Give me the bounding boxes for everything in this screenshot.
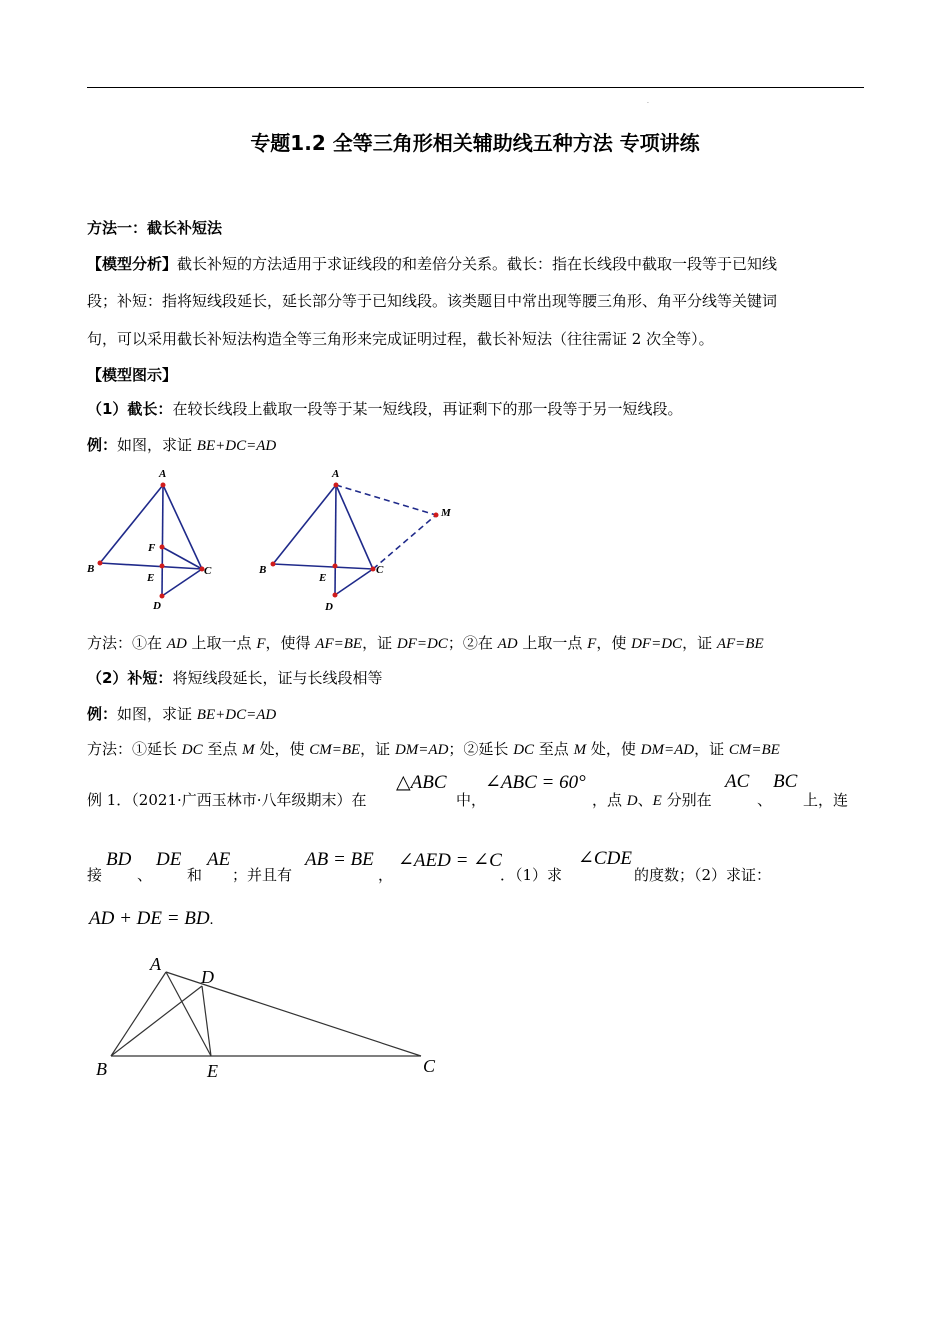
figure-label: 【模型图示】 (87, 366, 178, 384)
fig1-label-f: F (148, 542, 156, 554)
fig1-label-e: E (147, 572, 155, 584)
figure-example1 (90, 950, 450, 1090)
fig2-label-d: D (325, 601, 333, 613)
analysis-text-1: 截长补短的方法适用于求证线段的和差倍分关系。截长：指在长线段中截取一段等于已知线 (177, 255, 778, 273)
ml1-0: AD (166, 636, 187, 652)
ml2-14: CM=BE (728, 742, 780, 758)
ml1-9: 上取一点 (517, 634, 588, 652)
ex1-q1: ．（1）求 (500, 866, 563, 884)
ex1-e: E (652, 793, 662, 809)
analysis-line-1 (87, 253, 777, 274)
fig2-label-c: C (376, 564, 384, 576)
ex1-fenbie: 分别在 (661, 791, 712, 809)
ex1-sep: 、 (637, 791, 653, 809)
ml1-4: AF=BE (315, 636, 363, 652)
ex1-ae: AE (207, 849, 231, 870)
ex1-period: . (209, 912, 214, 928)
ml1-7: ；②在 (447, 634, 498, 652)
header-rule (87, 87, 864, 88)
ex1-comma: ， (378, 866, 394, 884)
jiechang-line (87, 398, 682, 419)
ex1-final-formula: AD + DE = BD (89, 908, 210, 929)
example2-label: 例： (87, 705, 118, 723)
ml1-13: ，证 (682, 634, 717, 652)
ex1-bd: BD (106, 849, 132, 870)
ml2-9: 至点 (534, 740, 574, 758)
example-line (87, 434, 276, 455)
ml2-3: 处，使 (254, 740, 310, 758)
ml1-8: AD (497, 636, 518, 652)
method-line-2 (87, 738, 780, 759)
example2-formula: BE+DC=AD (196, 707, 277, 723)
ml1-12: DF=DC (631, 636, 683, 652)
ex1-fig-label-b: B (96, 1059, 107, 1079)
method-line-1 (87, 632, 764, 653)
buduan-text: 将短线段延长，证与长线段相等 (172, 669, 383, 687)
ml2-12: DM=AD (640, 742, 695, 758)
fig2-label-e: E (319, 572, 327, 584)
ex1-bingqie: ；并且有 (232, 866, 293, 884)
ml2-7: ；②延长 (448, 740, 514, 758)
figure-jiechang (85, 465, 225, 615)
fig2-label-b: B (259, 564, 267, 576)
fig1-label-c: C (204, 565, 212, 577)
ex1-after-angle (592, 789, 712, 810)
ml1-6: DF=DC (396, 636, 448, 652)
jiechang-text: 在较长线段上截取一段等于某一短线段，再证剩下的那一段等于另一短线段。 (172, 400, 683, 418)
ex1-aed: ∠AED = ∠C (398, 850, 502, 871)
method1-lead: 方法：①在 (87, 634, 167, 652)
ml2-5: ，证 (360, 740, 395, 758)
ml2-4: CM=BE (309, 742, 361, 758)
example-text: 如图，求证 (117, 436, 197, 454)
ex1-he: 和 (187, 866, 203, 884)
ml1-1: 上取一点 (186, 634, 257, 652)
ml1-14: AF=BE (716, 636, 764, 652)
ml2-10: M (573, 742, 587, 758)
fig1-label-b: B (87, 563, 95, 575)
ex1-angle-abc: ∠ABC = 60° (485, 772, 586, 793)
method2-lead: 方法：①延长 (87, 740, 182, 758)
analysis-line-2: 段；补短：指将短线段延长，延长部分等于已知线段。该类题目中常出现等腰三角形、角平分线等关键词 (87, 292, 778, 310)
figure-buduan (255, 465, 465, 615)
jiechang-label: （1）截长： (87, 400, 173, 418)
ml2-1: 至点 (202, 740, 243, 758)
buduan-line (87, 667, 382, 688)
example2-line (87, 703, 276, 724)
ex1-bc: BC (773, 771, 798, 792)
ex1-shang: 上，连 (803, 791, 849, 809)
ml2-0: DC (181, 742, 203, 758)
ex1-dian: ，点 (592, 791, 627, 809)
ml2-13: ，证 (694, 740, 729, 758)
method1-heading: 方法一：截长补短法 (87, 219, 223, 237)
example-label: 例： (87, 436, 118, 454)
analysis-line-3: 句，可以采用截长补短法构造全等三角形来完成证明过程，截长补短法（往往需证 2 次全等）。 (87, 330, 714, 348)
page-title: 专题1.2 全等三角形相关辅助线五种方法 专项讲练 (250, 131, 700, 155)
ex1-ab-be: AB = BE (305, 849, 374, 870)
ml2-6: DM=AD (394, 742, 449, 758)
ml1-2: F (256, 636, 266, 652)
analysis-label: 【模型分析】 (87, 255, 178, 273)
ex1-de: DE (156, 849, 182, 870)
example2-text: 如图，求证 (117, 705, 197, 723)
ex1-q2: 的度数；（2）求证： (634, 866, 772, 884)
header-dot: . (647, 98, 649, 105)
ex1-triangle: △ABC (396, 772, 447, 793)
ex1-dun: 、 (757, 791, 773, 809)
ml1-3: ，使得 (265, 634, 316, 652)
ex1-fig-label-a: A (150, 954, 161, 974)
ex1-final (89, 908, 213, 930)
ex1-fig-label-d: D (201, 967, 214, 987)
ml1-11: ，使 (596, 634, 632, 652)
fig2-label-a: A (332, 468, 340, 480)
ex1-zhong: 中， (456, 791, 487, 809)
fig1-label-d: D (153, 600, 161, 612)
buduan-label: （2）补短： (87, 669, 173, 687)
fig2-label-m: M (441, 507, 451, 519)
fig1-label-a: A (159, 468, 167, 480)
ex1-dun2: 、 (137, 866, 153, 884)
ml1-10: F (587, 636, 597, 652)
ml2-11: 处，使 (586, 740, 641, 758)
ex1-fig-label-e: E (207, 1061, 218, 1081)
ml2-2: M (242, 742, 255, 758)
ex1-cde: ∠CDE (578, 848, 632, 869)
example-formula: BE+DC=AD (196, 438, 277, 454)
ex1-fig-label-c: C (423, 1056, 436, 1076)
ex1-prefix: 例 1．（2021·广西玉林市·八年级期末）在 (87, 791, 367, 809)
ex1-ac: AC (725, 771, 750, 792)
ml1-5: ，证 (362, 634, 397, 652)
ex1-jie: 接 (87, 866, 103, 884)
ex1-d: D (626, 793, 638, 809)
ml2-8: DC (513, 742, 535, 758)
